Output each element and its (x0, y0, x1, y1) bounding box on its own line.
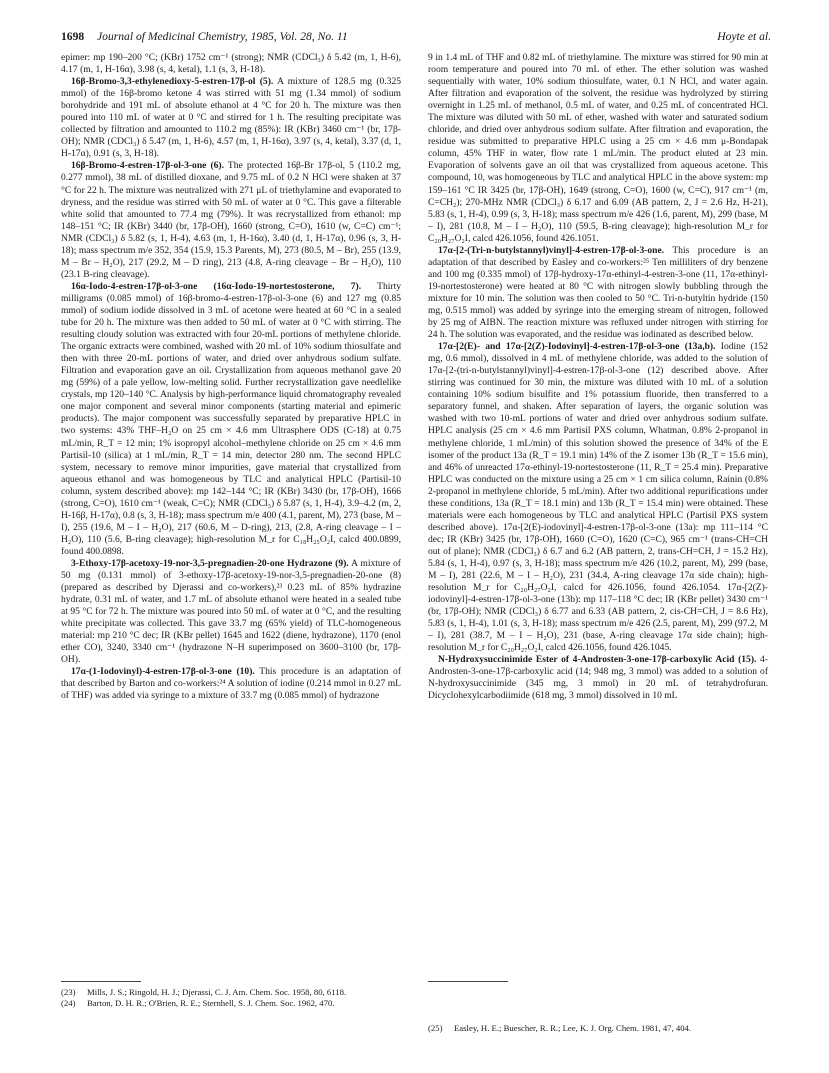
paragraph-text: epimer: mp 190–200 °C; (KBr) 1752 cm⁻¹ (strong); NMR (CDCl₃) δ 5.42 (m, 1, H-6), 4.17 (m, 1, H-16α), 3.98 (s, 4, ketal), 1.1 (s, 3, H-18). (61, 52, 401, 76)
footnote (61, 998, 401, 1009)
paragraph (61, 666, 401, 702)
paragraph-text: 9 in 1.4 mL of THF and 0.82 mL of triethylamine. The mixture was stirred for 90 min at room temperature and poured into 70 mL of ether. The ether solution was washed sequentially with water, 10% sodium thiosulfate, water, 0.1 N HCl, and water again. After filtration and evaporation of the solvent, the residue was hydrolyzed by stirring overnight in 1.25 mL of methanol, 0.5 mL of water, and 0.25 mL of concentrated HCl. The mixture was diluted with 50 mL of ether, washed with water and saturated sodium chloride, and dried over anhydrous sodium sulfate. After filtration and evaporation, the residue was submitted to preparative HPLC using a 25 cm × 4.6 mm μ-Bondapak column, 45% THF in water, flow rate 1 mL/min. The product eluted at 23 min. Evaporation of solvents gave an oil that was crystallized from aqueous acetone. This compound, 10, was homogeneous by TLC and analytical HPLC in the above system: mp 159–161 °C IR 3425 (br, 17β-OH), 1649 (strong, C=O), 1600 (w, C=C), 917 cm⁻¹ (m, C=CH₂); 270-MHz NMR (CDCl₃) δ 6.17 and 6.09 (AB pattern, 2, J = 2.6 Hz, H-21), 5.83 (s, 1, H-4), 0.99 (s, 3, H-18); mass spectrum m/e 426 (1.6, parent, M), 299 (base, M – I), 281 (10.8, M – I – H₂O), 110 (59.5, B-ring cleavage); high-resolution M_r for C₂₀H₂₇O₂I, calcd 426.1056, found 426.1051. (428, 52, 768, 244)
compound-heading: N-Hydroxysuccinimide Ester of 4-Androsten-3-one-17β-carboxylic Acid (15). (438, 654, 757, 666)
paragraph (61, 160, 401, 280)
compound-heading: 16α-Iodo-4-estren-17β-ol-3-one (16α-Iodo-19-nortestosterone, 7). (71, 280, 362, 292)
paragraph-text: 4-Androsten-3-one-17β-carboxylic acid (14; 948 mg, 3 mmol) was added to a solution of N-hydroxysuccinimide (345 mg, 3 mmol) in 20 mL of tetrahydrofuran. Dicyclohexylcarbodiimide (618 mg, 3 mmol) dissolved in 10 mL (428, 654, 768, 702)
footnote-divider (61, 981, 141, 982)
paragraph (61, 52, 401, 76)
footnote (61, 987, 401, 998)
paragraph (428, 52, 768, 245)
left-text-column (61, 52, 401, 703)
paragraph (428, 245, 768, 341)
paragraph (61, 558, 401, 666)
paragraph-text: This procedure is an adaptation of that described by Barton and co-workers:²⁴ A solution of iodine (0.214 mmol in 0.27 mL of THF) was added via syringe to a mixture of 33.7 mg (0.085 mmol) of hydrazone (61, 666, 401, 702)
paragraph (428, 341, 768, 654)
footnote-number: (23) (61, 987, 76, 997)
running-authors: Hoyte et al. (717, 30, 771, 43)
paragraph (61, 76, 401, 160)
paragraph-text: This procedure is an adaptation of that described by Easley and co-workers:²⁵ Ten milliliters of dry benzene and 100 mg (0.335 mmol) of 17β-hydroxy-17α-ethinyl-4-estren-3-one (11, 17α-ethinyl-19-nortestosterone) were heated at 80 °C with nitrogen slowly bubbling through the mixture for 10 min. The solution was then cooled to 50 °C. Tri-n-butyltin hydride (150 mg, 0.515 mmol) was added by syringe into the emerging stream of nitrogen, followed by 25 mg of AIBN. The reaction mixture was refluxed under nitrogen with stirring for 24 h. The solution was evaporated, and the residue was iodinated as described below. (428, 244, 768, 341)
footnotes-left (61, 987, 401, 1009)
compound-heading: 16β-Bromo-4-estren-17β-ol-3-one (6). (71, 160, 224, 172)
right-text-column (428, 52, 768, 703)
running-header (61, 30, 771, 46)
paragraph (428, 654, 768, 702)
footnotes-right (428, 1023, 768, 1034)
footnote-text: Barton, D. H. R.; O'Brien, R. E.; Sternhell, S. J. Chem. Soc. 1962, 470. (87, 998, 335, 1008)
footnote-text: Mills, J. S.; Ringold, H. J.; Djerassi, C. J. Am. Chem. Soc. 1958, 80, 6118. (87, 987, 347, 997)
footnote-number: (24) (61, 998, 76, 1008)
paragraph-text: A mixture of 50 mg (0.131 mmol) of 3-ethoxy-17β-acetoxy-19-nor-3,5-pregnadien-20-one (8) (prepared as described by Djerassi and co-workers),²³ 0.23 mL of 85% hydrazine hydrate, 0.31 mL of water, and 1.7 mL of absolute ethanol were heated in a sealed tube at 95 °C for 72 h. The mixture was poured into 50 mL of water at 0 °C, and the resulting white precipitate was collected. This gave 33.7 mg (65% yield) of TLC-homogeneous material: mp 210 °C dec; IR (KBr pellet) 1645 and 1622 (diene, hydrazone), 1170 (enol ether CO), 3240, 3340 cm⁻¹ (hydrazone N–H superimposed on 3600–3100 (br, 17β-OH). (61, 557, 401, 666)
compound-heading: 3-Ethoxy-17β-acetoxy-19-nor-3,5-pregnadien-20-one Hydrazone (9). (71, 557, 349, 569)
paragraph-text: Iodine (152 mg, 0.6 mmol), dissolved in 4 mL of methylene chloride, was added to the solution of 17α-[2-(tri-n-butylstannyl)vinyl]-4-estren-17β-ol-3-one (12) described above. After stirring was continued for 30 min, the mixture was diluted with 10 mL of a solution containing 10% sodium bisulfite and 1% potassium fluoride, then transferred to a separatory funnel, and shaken. After separation of layers, the organic solution was washed with two 10-mL portions of water and dried over anhydrous sodium sulfate. HPLC analysis (25 cm × 4.6 mm Partisil PXS column, Whatman, 0.8% 2-propanol in methylene chloride, 1 mL/min) of this solution showed the presence of 34% of the E isomer of the product 13a (R_T = 19.1 min) 14% of the Z isomer 13b (R_T = 15.6 min), and 46% of unreacted 17α-ethinyl-19-nortestosterone (11, R_T = 25.4 min). Preparative HPLC was conducted on the mixture using a 25 cm × 1 cm silica column, Rainin (0.8% 2-propanol in methylene chloride, 5 mL/min). After two additional repurifications under these conditions, 13a (R_T = 18.1 min) and 13b (R_T = 15.4 min) were obtained. These materials were each homogeneous by TLC and analytical HPLC (Partisil PXS system described above). 17α-[2(E)-iodovinyl]-4-estren-17β-ol-3-one (13a): mp 111–114 °C dec; IR (KBr) 3425 (br, 17β-OH), 1660 (C=O), 1620 (C=C), 965 cm⁻¹ (trans-CH=CH out of plane); NMR (CDCl₃) δ 6.7 and 6.2 (AB pattern, 2, trans-CH=CH, J = 15.2 Hz), 5.84 (s, 1, H-4), 0.97 (s, 3, H-18); mass spectrum m/e 426 (10.2, parent, M), 299 (base, M – I), 281 (22.6, M – I – H₂O), 231 (34.4, A-ring cleavage 17α side chain); high-resolution M_r for C₂₀H₂₇O₂I, calcd for 426.1056, found 426.1054. 17α-[2(Z)-iodovinyl]-4-estren-17β-ol-3-one (13b): mp 117–118 °C dec; IR (KBr pellet) 3430 cm⁻¹ (br, 17β-OH); NMR (CDCl₃) δ 6.77 and 6.33 (AB pattern, 2, cis-CH=CH, J = 8.6 Hz), 5.83 (s, 1, H-4), 1.01 (s, 3, H-18); mass spectrum m/e 426 (2.5, parent, M), 299 (97.2, M – I), 281 (38.7, M – I – H₂O), 231 (base, A-ring cleavage 17α side chain); high-resolution M_r for C₂₀H₂₇O₂I, calcd 426.1056, found 426.1045. (428, 341, 768, 654)
compound-heading: 17α-[2(E)- and 17α-[2(Z)-Iodovinyl]-4-estren-17β-ol-3-one (13a,b). (438, 341, 716, 353)
paragraph-text: A mixture of 128.5 mg (0.325 mmol) of the 16β-bromo ketone 4 was stirred with 51 mg (1.34 mmol) of sodium borohydride and 191 mL of absolute ethanol at 4 °C for 20 h. The mixture was then poured into 110 mL of water at 0 °C and stirred for 1 h. The resulting precipitate was collected by filtration and amounted to 110.2 mg (85%): IR (KBr) 3460 cm⁻¹ (br, 17β-OH); NMR (CDCl₃) δ 5.47 (m, 1, H-6), 4.57 (m, 1, H-16α), 3.97 (s, 4, ketal), 3.37 (d, 1, H-17α), 0.91 (s, 3, H-18). (61, 76, 401, 160)
compound-heading: 16β-Bromo-3,3-ethylenedioxy-5-estren-17β-ol (5). (71, 76, 274, 88)
footnote-text: Easley, H. E.; Buescher, R. R.; Lee, K. J. Org. Chem. 1981, 47, 404. (454, 1023, 692, 1033)
footnote-divider (428, 981, 508, 982)
compound-heading: 17α-[2-(Tri-n-butylstannyl)vinyl]-4-estren-17β-ol-3-one. (438, 244, 665, 256)
paragraph (61, 281, 401, 558)
journal-citation: Journal of Medicinal Chemistry, 1985, Vol. 28, No. 11 (97, 30, 348, 43)
paragraph-text: The protected 16β-Br 17β-ol, 5 (110.2 mg, 0.277 mmol), 38 mL of distilled dioxane, and 9.75 mL of 0.2 N HCl were shaken at 37 °C for 22 h. The mixture was neutralized with 271 μL of triethylamine and evaporated to dryness, and the residue was stirred with 50 mL of water at 0 °C. This gave a filterable white solid that amounted to 77.4 mg (79%). It was recrystallized from ethanol: mp 148–151 °C; IR (KBr) 3440 (br, 17β-OH), 1660 (strong, C=O), 1610 (w, C=C) cm⁻¹; NMR (CDCl₃) δ 5.82 (s, 1, H-4), 4.63 (m, 1, H-16α), 3.40 (d, 1, H-17α), 0.96 (s, 3, H-18); mass spectrum m/e 352, 354 (15.9, 15.3 Parents, M), 273 (80.5, M – Br), 255 (13.9, M – Br – H₂O), 217 (29.2, M – D ring), 213 (4.8, A-ring cleavage – Br – H₂O), 110 (23.1 B-ring cleavage). (61, 160, 401, 280)
page-number: 1698 (61, 30, 85, 43)
compound-heading: 17α-(1-Iodovinyl)-4-estren-17β-ol-3-one (10). (71, 666, 255, 678)
paragraph-text: Thirty milligrams (0.085 mmol) of 16β-bromo-4-estren-17β-ol-3-one (6) and 127 mg (0.85 mmol) of sodium iodide dissolved in 3 mL of acetone were heated at 60 °C in a sealed tube for 20 h. The mixture was then added to 50 mL of water at 0 °C with stirring. The resulting cloudy solution was extracted with four 20-mL portions of methylene chloride. The organic extracts were combined, washed with 20 mL of 10% sodium thiosulfate and then with three 20-mL portions of water, and dried over anhydrous sodium sulfate. Filtration and evaporation gave an oil. Crystallization from aqueous methanol gave 20 mg (59%) of a pale yellow, low-melting solid. Further recrystallization gave needlelike crystals, mp 120–140 °C. Analysis by high-performance liquid chromatography revealed one major component and several minor components (starting material and epimeric products). The major component was successfully separated by preparative HPLC in two systems: 43% THF–H₂O on 25 cm × 4.6 mm Ultrasphere ODS (C-18) at 0.75 mL/min, R_T = 12 min; 1% isopropyl alcohol–methylene chloride on 25 cm × 4.6 mm Partisil-10 (silica) at 1 mL/min, R_T = 14 min, detector 280 nm. The second HPLC system, necessary to remove minor impurities, gave material that crystallized from aqueous ethanol and was homogeneous by TLC and analytical HPLC (Partisil-10 column, system described above): mp 142–144 °C; IR (KBr) 3430 (br, 17β-OH), 1666 (strong, C=O), 1610 cm⁻¹ (weak, C=C); NMR (CDCl₃) δ 5.87 (s, 1, H-4), 3.9–4.2 (m, 2, H-16β, H-17α), 0.8 (s, 3, H-18); mass spectrum m/e 400 (4.1, parent, M), 273 (base, M – I), 255 (19.6, M – I – H₂O), 217 (60.6, M – D-ring), 213, (2.8, A-ring cleavage – I – H₂O), 110 (5.6, B-ring cleavage); high-resolution M_r for C₁₈H₂₅O₂I, calcd 400.0899, found 400.0898. (61, 280, 401, 557)
footnote (428, 1023, 768, 1034)
footnote-number: (25) (428, 1023, 443, 1033)
